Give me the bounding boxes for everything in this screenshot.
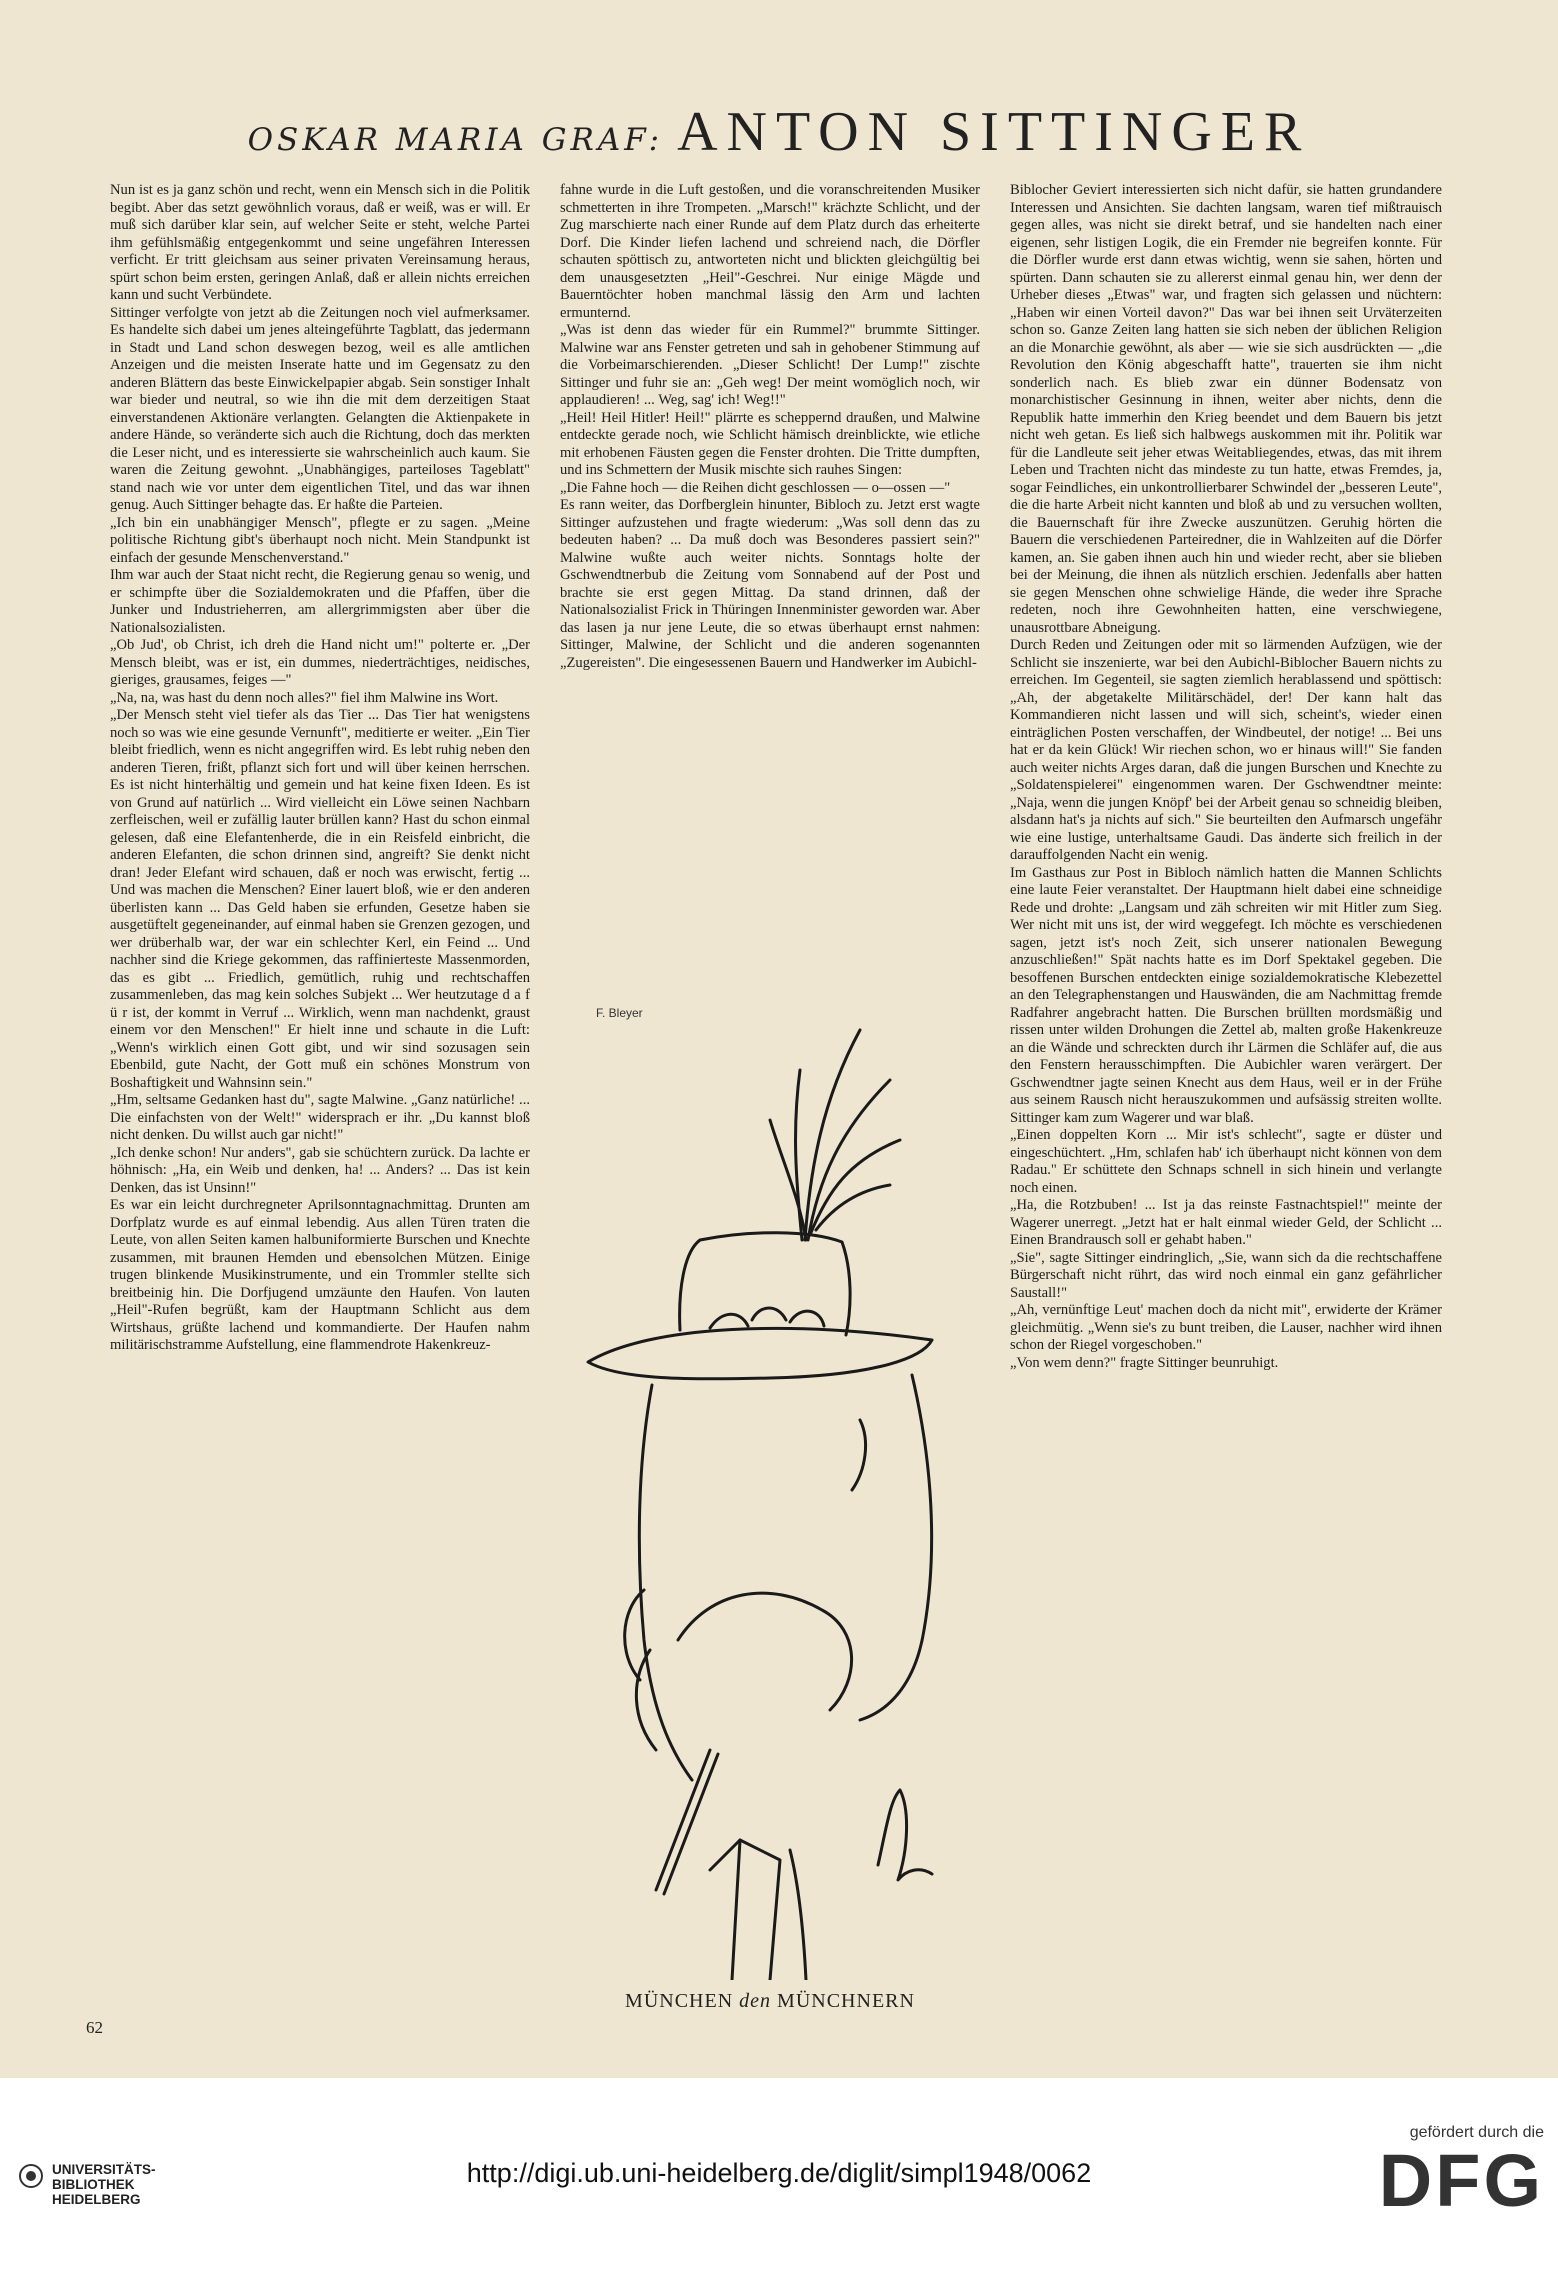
library-name-line-1: UNIVERSITÄTS-	[52, 2162, 156, 2177]
paragraph: „Ah, vernünftige Leut' machen doch da nicht mit", erwiderte der Krämer gleichmütig. „Wenn sie's zu bunt treiben, die Lauser, nachher wird ihnen schon der Riegel vorgeschoben."	[1010, 1302, 1442, 1353]
paragraph: „Na, na, was hast du denn noch alles?" fiel ihm Malwine ins Wort.	[110, 689, 499, 706]
article-title: ANTON SITTINGER	[677, 101, 1311, 163]
library-name-line-2: BIBLIOTHEK	[52, 2177, 135, 2192]
paragraph: „Ich denke schon! Nur anders", gab sie schüchtern zurück. Da lachte er höhnisch: „Ha, ein Weib und denken, ha! ... Anders? ... Das ist kein Denken, das ist Unsinn!"	[110, 1144, 530, 1196]
paragraph: Im Gasthaus zur Post in Bibloch nämlich hatten die Mannen Schlichts eine laute Feier veranstaltet. Der Hauptmann hielt dabei eine schneidige Rede und drohte: „Langsam und zäh schreiten wir mit Hitler zum Sieg. Wer nicht mit uns ist, der wird weggefegt. Ich möchte es verschiedenen sagen, jetzt ist's noch Zeit, sich unserer nationalen Bewegung anzuschließen!" Spät nachts hatte es im Dorf Spektakel gegeben. Die besoffenen Burschen entdeckten einige sozialdemokratische Klebezettel an den Telegraphenstangen und Hauswänden, die am Nachmittag fremde Radfahrer angebracht hatten. Die Burschen brüllten mordsmäßig und rissen unter wilden Drohungen die Zettel ab, malten große Hakenkreuze an die Wände und schreckten durch ihr Lärmen die Schläfer auf, die aus den Fenstern herausschimpften. Die Aubichler waren verärgert. Der Gschwendtner jagte seinen Knecht aus dem Haus, weil er in der Frühe aus seinem Rausch nicht herauszukommen und aufsässig streiten wollte. Sittinger kam zum Wagerer und war blaß.	[1010, 864, 1442, 1126]
paragraph: „Die Fahne hoch — die Reihen dicht geschlossen — o—ossen —"	[560, 479, 951, 496]
paragraph: „Was ist denn das wieder für ein Rummel?" brummte Sittinger. Malwine war ans Fenster getreten und sah in gehobener Stimmung auf die Vorbeimarschierenden. „Dieser Schlicht! Der Lump!" zischte Sittinger und fuhr sie an: „Geh weg! Der meint womöglich noch, wir applaudieren! ... Weg, sag' ich! Weg!!"	[560, 322, 980, 408]
paragraph: „Der Mensch steht viel tiefer als das Tier ... Das Tier hat wenigstens noch so was wie eine gesunde Vernunft", meditierte er weiter. „Ein Tier bleibt friedlich, wenn es nicht angegriffen wird. Es lebt ruhig neben den anderen Tieren, frißt, pflanzt sich fort und will über keinen herrschen. Es ist nicht hinterhältig und gemein und hat keine fixen Ideen. Es ist von Grund auf natürlich ... Wird vielleicht ein Löwe seinen Nachbarn zerfleischen, weil er zufällig lauter brüllen kann? Hast du schon einmal gelesen, daß eine Elefantenherde, die in ein Reisfeld einbricht, die anderen Elefanten, die schon drinnen sind, angreift? Sie denkt nicht dran! Jeder Elefant wird schauen, daß er noch was erwischt, fertig ... Und was machen die Menschen? Einer lauert bloß, wie er den anderen überlisten kann ... Das Geld haben sie erfunden, Gesetze haben sie ausgetüftelt gegeneinander, auf einmal haben sie Grenzen gezogen, und wer drüberhalb war, der war ein schlechter Kerl, ein Feind ... Und nachher sind die Kriege gekommen, das raffinierteste Massenmorden, das es gibt ... Friedlich, gemütlich, ruhig und rechtschaffen zusammenleben, das mag kein solches Subjekt ... Wer heutzutage d a f ü r ist, der kommt in Verruf ... Wirklich, wenn man nachdenkt, graust einem vor den Menschen!" Er hielt inne und schaute in die Luft: „Wenn's wirklich einen Gott gibt, und wir sind sozusagen sein Ebenbild, gute Nacht, der Gott muß ein schönes Monstrum von Boshaftigkeit und Wahnsinn sein."	[110, 707, 530, 1091]
caption-part-3: MÜNCHNERN	[771, 1990, 915, 2012]
article-header	[0, 100, 1558, 164]
paragraph: „Ha, die Rotzbuben! ... Ist ja das reinste Fastnachtspiel!" meinte der Wagerer unerregt. „Jetzt hat er halt einmal wieder Geld, der Schlicht ... Einen Brandrausch soll er gehabt haben."	[1010, 1197, 1442, 1248]
paragraph: fahne wurde in die Luft gestoßen, und die voranschreitenden Musiker schmetterten in ihre Trompeten. „Marsch!" krächzte Schlicht, und der Zug marschierte nach einer Runde auf dem Platz durch das erheiterte Dorf. Die Kinder liefen lachend und schreiend nach, die Dörfler schauten spöttisch zu, antworteten nicht und blickten gleichgültig bei dem unausgesetzten „Heil"-Geschrei. Nur einige Mägde und Bauerntöchter hoben manchmal lässig den Arm und lachten ermunternd.	[560, 182, 980, 321]
paragraph: „Einen doppelten Korn ... Mir ist's schlecht", sagte er düster und eingeschüchtert. „Hm, schlafen hab' ich überhaupt nicht können von dem Radau." Er schüttete den Schnaps schnell in sich hinein und verlangte noch einen.	[1010, 1127, 1442, 1196]
page-number: 62	[86, 2018, 103, 2037]
viewer-footer	[0, 2078, 1558, 2290]
paragraph: Sittinger verfolgte von jetzt ab die Zeitungen noch viel aufmerksamer. Es handelte sich dabei um jenes alteingeführte Tagblatt, das jedermann in Stadt und Land schon deswegen bezog, weil es alle amtlichen Anzeigen und die meisten Inserate hatte und im Gegensatz zu den anderen Blättern das beste Einwickelpapier abgab. Sein sonstiger Inhalt war bieder und neutral, so wie ihn die mit dem derzeitigen Staat einverstandenen Aktionäre verlangten. Gelangten die Aktienpakete in andere Hände, so veränderte sich auch die Richtung, doch das merkten die Leser nicht, und es interessierte sie wahrscheinlich auch kaum. Sie waren die Zeitung gewohnt. „Unabhängiges, parteiloses Tageblatt" stand nach wie vor unter dem eigentlichen Titel, und das war ihnen genug. Auch Sittinger behagte das. Er haßte die Parteien.	[110, 304, 530, 513]
paragraph: Es war ein leicht durchregneter Aprilsonntagnachmittag. Drunten am Dorfplatz wurde es auf einmal lebendig. Aus allen Türen traten die Leute, von allen Seiten kamen halbuniformierte Burschen und Knechte zusammen, mit braunen Hemden und ebensolchen Mützen. Einige trugen blinkende Musikinstrumente, und ein Trommler stellte sich breitbeinig hin. Die Dorfjugend umzäunte den Haufen. Von lauten „Heil"-Rufen begrüßt, kam der Hauptmann Schlicht aus dem Wirtshaus, grüßte lachend und kommandierte. Der Haufen nahm militärischstramme Aufstellung, eine flammendrote Hakenkreuz-	[110, 1197, 530, 1353]
caption-part-2: den	[739, 1990, 772, 2012]
paragraph: Durch Reden und Zeitungen oder mit so lärmenden Aufzügen, wie der Schlicht sie inszenierte, war bei den Aubichl-Biblocher Bauern nichts zu erreichen. Im Gegenteil, sie sagten ziemlich herablassend und spöttisch: „Ah, der abgetakelte Militärschädel, der! Der kann halt das Kommandieren nicht lassen und will sich, scheint's, wieder einen einträglichen Posten verschaffen, der Windbeutel, der notige! ... Bei uns hat er da kein Glück! Wir riechen schon, wo er hinaus will!" Sie fanden auch weiter nichts Arges daran, daß die jungen Burschen und Knechte zu „Soldatenspielerei" eingenommen waren. Der Gschwendtner meinte: „Naja, wenn die jungen Knöpf' bei der Arbeit genau so schneidig bleiben, alsdann hat's ja nichts auf sich." Sie beurteilten den Aufmarsch ungefähr wie eine lustige, unterhaltsame Gaudi. Das änderte sich freilich in der darauffolgenden Nacht ein wenig.	[1010, 637, 1442, 863]
paragraph: Nun ist es ja ganz schön und recht, wenn ein Mensch sich in die Politik begibt. Aber das setzt gewöhnlich voraus, daß er weiß, was er will. Er muß sich darüber klar sein, auf welcher Seite er steht, welche Partei ihm gefühlsmäßig entgegenkommt und seine ungefähren Interessen verficht. Er tritt gleichsam aus seiner privaten Vereinsamung heraus, spürt schon beim ersten, geringen Anlaß, daß er allein nichts erreichen kann und sucht Verbündete.	[110, 182, 530, 303]
paragraph: Es rann weiter, das Dorfberglein hinunter, Bibloch zu. Jetzt erst wagte Sittinger aufzustehen und fragte wiederum: „Was soll denn das zu bedeuten haben? ... Da muß doch was Besonderes passiert sein?" Malwine wußte auch weiter nichts. Sonntags holte der Gschwendtnerbub die Zeitung vom Sonnabend auf der Post und brachte sie erst gegen Mittag. Da stand drinnen, daß der Nationalsozialist Frick in Thüringen Innenminister geworden war. Aber das lasen ja nur jene Leute, die so etwas überhaupt ernst nahmen: Sittinger, Malwine, der Schlicht und die anderen sogenannten „Zugereisten". Die eingesessenen Bauern und Handwerker im Aubichl-	[560, 497, 980, 671]
paragraph: „Heil! Heil Hitler! Heil!" plärrte es scheppernd draußen, und Malwine entdeckte gerade noch, wie Schlicht hämisch dreinblickte, wie etliche mit erhobenen Fäusten gegen die Fenster drohten. Die Tritte dumpften, und ins Schmettern der Musik mischte sich rauhes Singen:	[560, 409, 980, 478]
dfg-logo[interactable]: DFG	[1378, 2139, 1544, 2222]
text-column-3	[1010, 182, 1442, 2020]
paragraph: „Ich bin ein unabhängiger Mensch", pflegte er zu sagen. „Meine politische Richtung gibt's überhaupt noch nicht. Mein Standpunkt ist einfach der gesunde Menschenverstand."	[110, 514, 530, 566]
paragraph: Biblocher Geviert interessierten sich nicht dafür, sie hatten grundandere Interessen und Ansichten. Sie dachten langsam, waren tief mißtrauisch gegen alles, was nicht sie direkt betraf, und sie handelten nach einer eigenen, sehr listigen Logik, die ein Fremder nie begreifen konnte. Für die Dörfler wurde erst dann etwas wichtig, wenn sie sahen, hörten und spürten. Dann schauten sie zu allererst einmal genau hin, wer denn der Urheber dieses „Etwas" war, und fragten sich gelassen und nüchtern: „Haben wir einen Vorteil davon?" Das war bei ihnen seit Urväterzeiten schon so. Ganze Zeiten lang hatten sie sich neben der üblichen Religion an die Monarchie gewöhnt, als aber — wie sie sich ausdrückten — „die Revolution den König abgeschafft hatte", trauerten sie ihm nicht sonderlich nach. Es blieb zwar ein dünner Bodensatz von monarchistischer Gesinnung in ihnen, weiter aber nichts, denn die Republik hatte immerhin den Krieg beendet und dem Bauern bis jetzt nicht weh getan. Es ließ sich halbwegs auskommen mit ihr. Politik war für die Landleute seit jeher etwas Weitabliegendes, etwas, das mit ihrem Leben und Trachten nicht das mindeste zu tun hatte, etwas Fremdes, ja, sogar Feindliches, ein unkontrollierbarer Schwindel der „besseren Leute", die die harte Arbeit nicht kannten und bloß ab und zu versuchen wollten, die Bauernschaft für ihre Zwecke auszunützen. Geruhig hörten die Bauern die verschiedenen Parteiredner, die in Wahlzeiten auf die Dörfer kamen, an. Sie gaben ihnen auch hin und wieder recht, aber sie blieben bei der Meinung, die ihnen als nützlich erschien. Jedenfalls aber hatten sie gegen Menschen ohne schwielige Hände, die weder ihre Sprache redeten, noch ihre Gewohnheiten hatten, eine verschwiegene, unausrottbare Abneigung.	[1010, 182, 1442, 636]
funding-note: gefördert durch die	[1409, 2124, 1544, 2141]
illustration-caption	[560, 1990, 980, 2013]
caricature-drawing	[560, 990, 980, 1980]
paragraph: Ihm war auch der Staat nicht recht, die Regierung genau so wenig, und er schimpfte über die Sozialdemokraten und die Pfaffen, über die Junker und Industrieherren, am allergrimmigsten aber über die Nationalsozialisten.	[110, 567, 530, 636]
caption-part-1: MÜNCHEN	[625, 1990, 740, 2012]
text-column-1	[110, 182, 530, 2020]
artist-credit: F. Bleyer	[596, 1006, 643, 1020]
caricature-illustration	[560, 990, 980, 2030]
paragraph: „Von wem denn?" fragte Sittinger beunruhigt.	[1010, 1354, 1279, 1371]
paragraph: „Sie", sagte Sittinger eindringlich, „Sie, wann sich da die rechtschaffene Bürgerschaft nicht rührt, das wird noch einmal ein ganz gefährlicher Saustall!"	[1010, 1249, 1442, 1301]
library-name-line-3: HEIDELBERG	[52, 2192, 141, 2207]
paragraph: „Hm, seltsame Gedanken hast du", sagte Malwine. „Ganz natürliche! ... Die einfachsten von der Welt!" widersprach er ihr. „Du kannst bloß nicht denken. Du willst auch gar nicht!"	[110, 1092, 530, 1143]
permalink-url[interactable]: http://digi.ub.uni-heidelberg.de/diglit/simpl1948/0062	[466, 2158, 1092, 2188]
author-name: OSKAR MARIA GRAF:	[247, 122, 664, 158]
paragraph: „Ob Jud', ob Christ, ich dreh die Hand nicht um!" polterte er. „Der Mensch bleibt, was er ist, ein dummes, niederträchtiges, neidisches, gieriges, grausames, feiges —"	[110, 637, 530, 688]
